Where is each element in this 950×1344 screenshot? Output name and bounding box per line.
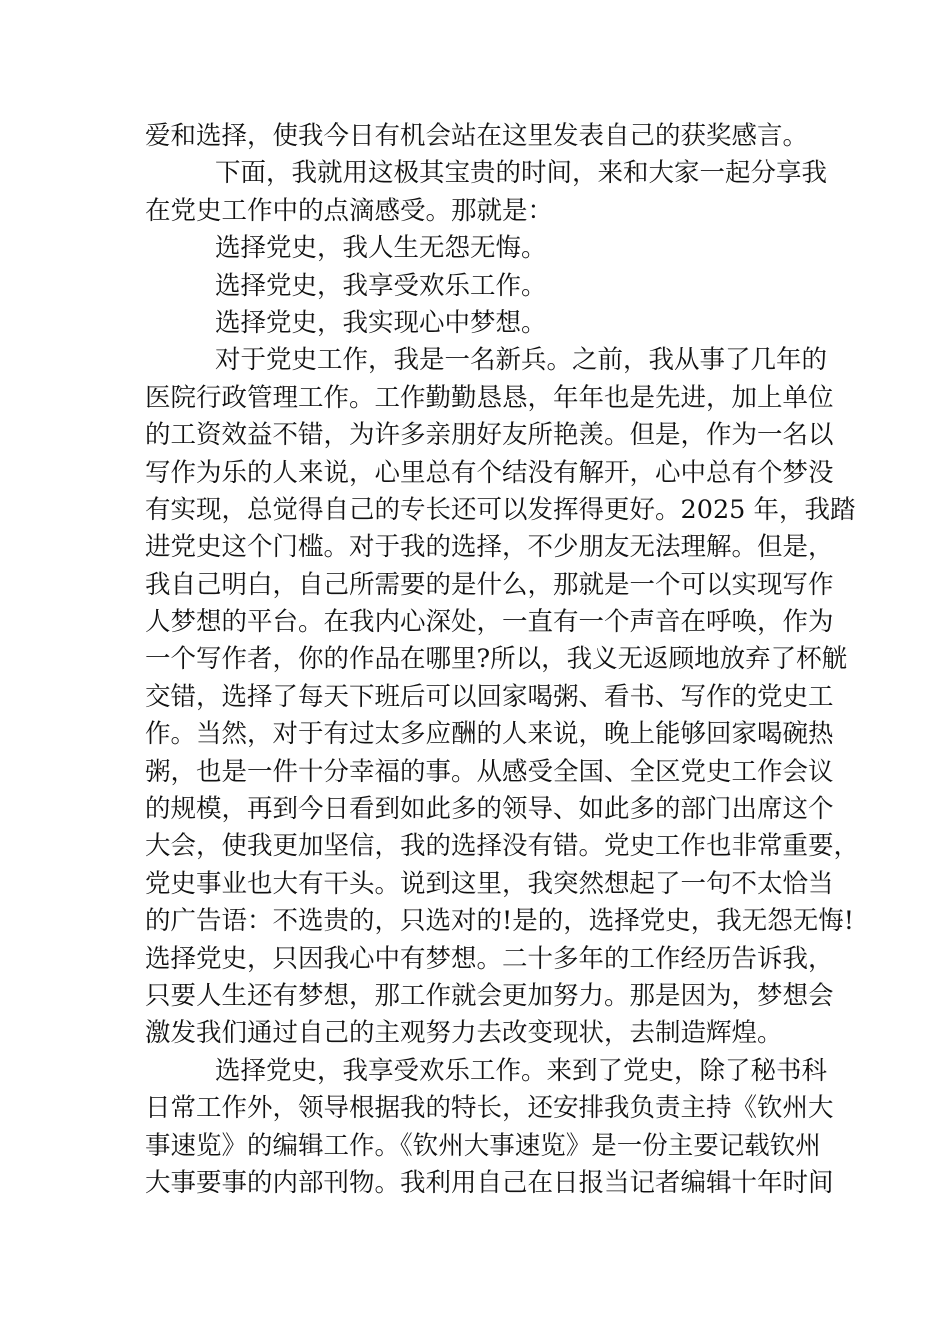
text-line: 我自己明白，自己所需要的是什么，那就是一个可以实现写作	[145, 569, 834, 600]
text-line: 有实现，总觉得自己的专长还可以发挥得更好。2025 年，我踏	[145, 494, 856, 525]
text-line: 进党史这个门槛。对于我的选择，不少朋友无法理解。但是，	[145, 532, 834, 563]
text-line: 党史事业也大有干头。说到这里，我突然想起了一句不太恰当	[145, 868, 834, 899]
text-line: 选择党史，我享受欢乐工作。来到了党史，除了秘书科	[215, 1055, 828, 1086]
text-line: 的广告语：不选贵的，只选对的!是的，选择党史，我无怨无悔!	[145, 906, 854, 937]
text-line: 选择党史，我实现心中梦想。	[215, 307, 547, 338]
text-line: 选择党史，只因我心中有梦想。二十多年的工作经历告诉我，	[145, 943, 834, 974]
text-line: 大会，使我更加坚信，我的选择没有错。党史工作也非常重要，	[145, 831, 860, 862]
text-line: 人梦想的平台。在我内心深处，一直有一个声音在呼唤，作为	[145, 607, 834, 638]
text-line: 一个写作者，你的作品在哪里?所以，我义无返顾地放弃了杯觥	[145, 644, 848, 675]
text-line: 作。当然，对于有过太多应酬的人来说，晚上能够回家喝碗热	[145, 719, 834, 750]
document-body	[145, 118, 860, 1202]
text-line: 激发我们通过自己的主观努力去改变现状，去制造辉煌。	[145, 1018, 783, 1049]
text-line: 医院行政管理工作。工作勤勤恳恳，年年也是先进，加上单位	[145, 382, 834, 413]
text-line: 在党史工作中的点滴感受。那就是：	[145, 195, 554, 226]
text-line: 选择党史，我人生无怨无悔。	[215, 233, 547, 264]
text-line: 写作为乐的人来说，心里总有个结没有解开，心中总有个梦没	[145, 457, 834, 488]
text-line: 粥，也是一件十分幸福的事。从感受全国、全区党史工作会议	[145, 756, 834, 787]
text-line: 只要人生还有梦想，那工作就会更加努力。那是因为，梦想会	[145, 980, 834, 1011]
text-line: 对于党史工作，我是一名新兵。之前，我从事了几年的	[215, 345, 828, 376]
text-line: 大事要事的内部刊物。我利用自己在日报当记者编辑十年时间	[145, 1167, 834, 1198]
text-line: 选择党史，我享受欢乐工作。	[215, 270, 547, 301]
text-line: 爱和选择，使我今日有机会站在这里发表自己的获奖感言。	[145, 121, 809, 151]
text-line: 的规模，再到今日看到如此多的领导、如此多的部门出席这个	[145, 794, 834, 825]
text-line: 交错，选择了每天下班后可以回家喝粥、看书、写作的党史工	[145, 681, 834, 712]
text-line: 日常工作外，领导根据我的特长，还安排我负责主持《钦州大	[145, 1093, 834, 1124]
text-line: 下面，我就用这极其宝贵的时间，来和大家一起分享我	[215, 158, 828, 189]
text-line: 事速览》的编辑工作。《钦州大事速览》是一份主要记载钦州	[145, 1130, 821, 1161]
text-line: 的工资效益不错，为许多亲朋好友所艳羡。但是，作为一名以	[145, 420, 834, 451]
